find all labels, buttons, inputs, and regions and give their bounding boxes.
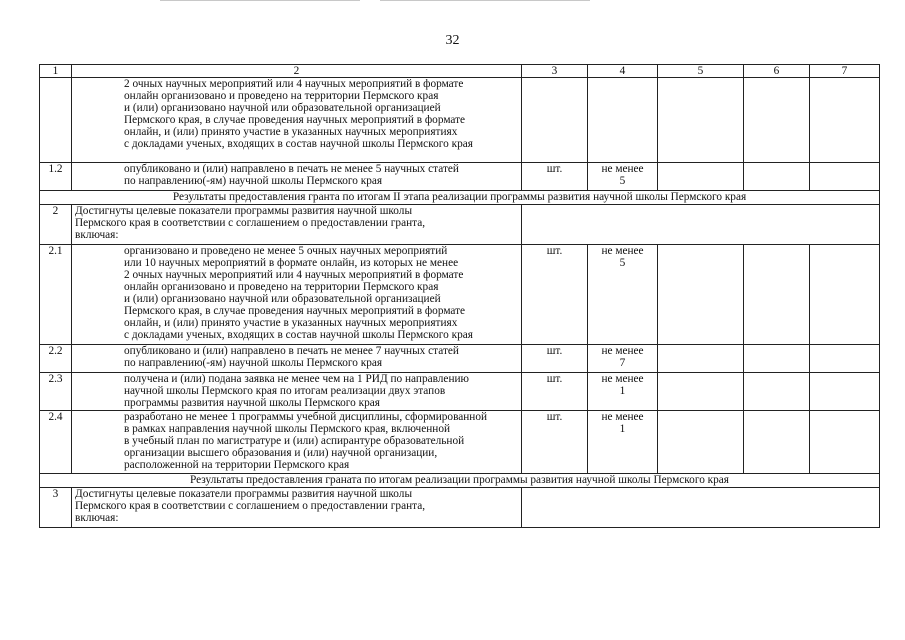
row-description: 2 очных научных мероприятий или 4 научных мероприятий в формате онлайн организовано и проведено на территории Пермского края и (или) организовано научной или образовательной организацией Пермского края, в случае проведения научных мероприятий в формате онлайн, и (или) принято участие в указанных научных мероприятиях с докладами ученых, входящих в состав научной школы Пермского края	[72, 78, 522, 163]
row-description: опубликовано и (или) направлено в печать не менее 7 научных статей по направлению(-ям) научной школы Пермского края	[72, 345, 522, 373]
row-col-5	[658, 373, 744, 411]
row-col-6	[744, 245, 810, 345]
scan-edge-line-right	[380, 0, 590, 1]
row-unit: шт.	[522, 373, 588, 411]
row-col-7	[810, 411, 880, 474]
row-unit: шт.	[522, 245, 588, 345]
table-row	[40, 205, 880, 245]
table-row	[40, 488, 880, 528]
row-col-7	[810, 163, 880, 191]
row-value	[588, 78, 658, 163]
row-description: организовано и проведено не менее 5 очных научных мероприятий или 10 научных мероприятий в формате онлайн, из которых не менее 2 очных научных мероприятий или 4 научных мероприятий в формате онлайн организовано и проведено на территории Пермского края и (или) организовано научной или образовательной организацией Пермского края, в случае проведения научных мероприятий в формате онлайн, и (или) принято участие в указанных научных мероприятиях с докладами ученых, входящих в состав научной школы Пермского края	[72, 245, 522, 345]
row-description: получена и (или) подана заявка не менее чем на 1 РИД по направлению научной школы Пермского края по итогам реализации двух этапов программы развития научной школы Пермского края	[72, 373, 522, 411]
row-number: 2	[40, 205, 72, 245]
row-number: 2.2	[40, 345, 72, 373]
row-number: 2.4	[40, 411, 72, 474]
page-number: 32	[445, 33, 460, 48]
row-col-6	[744, 411, 810, 474]
row-merged-cells	[522, 488, 880, 528]
section-title-row	[40, 474, 880, 488]
header-row	[40, 65, 880, 78]
row-col-5	[658, 163, 744, 191]
row-col-5	[658, 245, 744, 345]
header-col-4: 4	[588, 65, 658, 78]
row-value: не менее 5	[588, 245, 658, 345]
row-number: 2.3	[40, 373, 72, 411]
row-col-6	[744, 373, 810, 411]
row-description: опубликовано и (или) направлено в печать не менее 5 научных статей по направлению(-ям) научной школы Пермского края	[72, 163, 522, 191]
table-row	[40, 345, 880, 373]
row-col-6	[744, 345, 810, 373]
row-col-5	[658, 78, 744, 163]
row-description: Достигнуты целевые показатели программы развития научной школы Пермского края в соответствии с соглашением о предоставлении гранта, включая:	[72, 205, 522, 245]
row-number	[40, 78, 72, 163]
header-col-7: 7	[810, 65, 880, 78]
row-col-7	[810, 245, 880, 345]
row-col-7	[810, 78, 880, 163]
row-col-7	[810, 373, 880, 411]
row-merged-cells	[522, 205, 880, 245]
table-row	[40, 245, 880, 345]
table-row	[40, 373, 880, 411]
row-description: Достигнуты целевые показатели программы развития научной школы Пермского края в соответствии с соглашением о предоставлении гранта, включая:	[72, 488, 522, 528]
row-col-6	[744, 163, 810, 191]
section-title-row	[40, 191, 880, 205]
results-table	[39, 64, 880, 528]
header-col-3: 3	[522, 65, 588, 78]
row-unit: шт.	[522, 163, 588, 191]
section-title: Результаты предоставления граната по итогам реализации программы развития научной школы Пермского края	[40, 474, 880, 488]
row-number: 3	[40, 488, 72, 528]
row-unit: шт.	[522, 411, 588, 474]
row-description: разработано не менее 1 программы учебной дисциплины, сформированной в рамках направления научной школы Пермского края, включенной в учебный план по магистратуре и (или) аспирантуре образовательной организации высшего образования и (или) научной организации, расположенной на территории Пермского края	[72, 411, 522, 474]
row-col-5	[658, 411, 744, 474]
row-unit: шт.	[522, 345, 588, 373]
header-col-2: 2	[72, 65, 522, 78]
row-number: 1.2	[40, 163, 72, 191]
row-value: не менее 5	[588, 163, 658, 191]
row-col-5	[658, 345, 744, 373]
scan-edge-line-left	[160, 0, 360, 1]
row-value: не менее 7	[588, 345, 658, 373]
row-col-6	[744, 78, 810, 163]
header-col-5: 5	[658, 65, 744, 78]
table-row	[40, 163, 880, 191]
row-number: 2.1	[40, 245, 72, 345]
row-unit	[522, 78, 588, 163]
header-col-6: 6	[744, 65, 810, 78]
table-row	[40, 78, 880, 163]
row-value: не менее 1	[588, 373, 658, 411]
table-row	[40, 411, 880, 474]
section-title: Результаты предоставления гранта по итогам II этапа реализации программы развития научной школы Пермского края	[40, 191, 880, 205]
row-value: не менее 1	[588, 411, 658, 474]
header-col-1: 1	[40, 65, 72, 78]
row-col-7	[810, 345, 880, 373]
